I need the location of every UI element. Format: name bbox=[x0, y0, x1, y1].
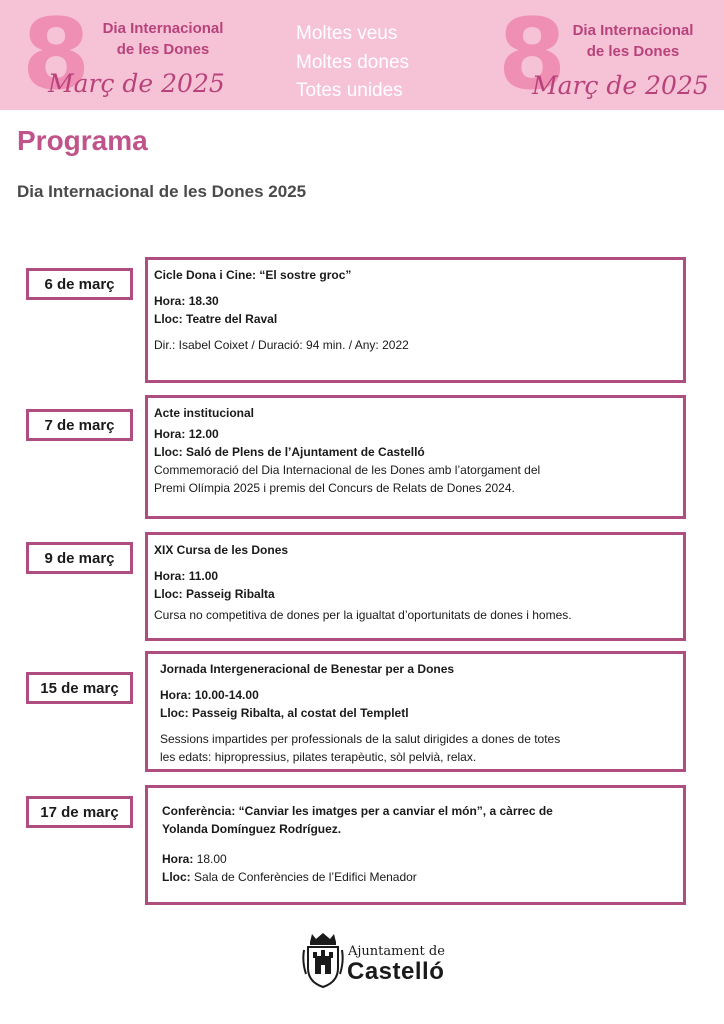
page-subtitle: Dia Internacional de les Dones 2025 bbox=[17, 182, 307, 201]
event-time-value: 12.00 bbox=[188, 427, 219, 441]
event-place-value: Saló de Plens de l’Ajuntament de Castelló bbox=[186, 445, 425, 459]
event-time bbox=[154, 425, 677, 443]
event-card bbox=[145, 257, 686, 383]
event-place bbox=[160, 704, 677, 722]
event-place-label: Lloc: bbox=[160, 706, 189, 720]
event-place bbox=[154, 585, 677, 603]
header-title-left bbox=[78, 18, 248, 60]
event-date-label: 9 de març bbox=[26, 542, 133, 574]
event-place-label: Lloc: bbox=[154, 312, 183, 326]
event-description-line: Sessions impartides per professionals de la salut dirigides a dones de totes bbox=[160, 732, 561, 746]
event-date-label: 6 de març bbox=[26, 268, 133, 300]
event-date-label: 17 de març bbox=[26, 796, 133, 828]
slogan-line: Moltes veus bbox=[296, 23, 398, 44]
event-card bbox=[145, 532, 686, 641]
header-title-right-line1: Dia Internacional bbox=[572, 22, 694, 39]
event-card bbox=[145, 395, 686, 519]
event-place bbox=[162, 868, 677, 886]
event-place-label: Lloc: bbox=[162, 870, 191, 884]
header-number-left: 8 bbox=[22, 0, 91, 112]
slogan-line: Moltes dones bbox=[296, 51, 410, 73]
event-card bbox=[145, 785, 686, 905]
event-date-label: 7 de març bbox=[26, 409, 133, 441]
event-time bbox=[154, 567, 677, 585]
event-time-label: Hora: bbox=[160, 688, 192, 702]
event-title: XIX Cursa de les Dones bbox=[154, 543, 289, 557]
header-title-right-line2: de les Dones bbox=[586, 43, 680, 60]
event-place-value: Passeig Ribalta bbox=[186, 587, 275, 601]
event-card bbox=[145, 651, 686, 772]
slogan-line: Totes unides bbox=[296, 80, 403, 101]
event-place-value: Sala de Conferències de l’Edifici Menador bbox=[194, 870, 417, 884]
event-description-line: Premi Olímpia 2025 i premis del Concurs de Relats de Dones 2024. bbox=[154, 481, 515, 495]
event-place bbox=[154, 310, 677, 328]
event-place-label: Lloc: bbox=[154, 445, 183, 459]
event-time-label: Hora: bbox=[154, 569, 186, 583]
header-script-right: Març de 2025 bbox=[532, 71, 709, 100]
event-place-value: Passeig Ribalta, al costat del Templetl bbox=[192, 706, 409, 720]
event-title: Acte institucional bbox=[154, 406, 255, 420]
event-description-line: Commemoració del Dia Internacional de les Dones amb l’atorgament del bbox=[154, 463, 541, 477]
footer-logo bbox=[302, 932, 445, 992]
header-title-left-line1: Dia Internacional bbox=[102, 20, 224, 37]
event-description-line: les edats: hipropressius, pilates terapèutic, sòl pelvià, relax. bbox=[160, 750, 477, 764]
logo-text-small: Ajuntament de bbox=[348, 944, 445, 959]
event-time-value: 18.00 bbox=[196, 852, 227, 866]
event-time-value: 18.30 bbox=[188, 294, 219, 308]
event-time-label: Hora: bbox=[154, 294, 186, 308]
event-title-line: Yolanda Domínguez Rodríguez. bbox=[162, 822, 342, 836]
event-time-label: Hora: bbox=[162, 852, 194, 866]
event-description: Cursa no competitiva de dones per la igualtat d’oportunitats de dones i homes. bbox=[154, 608, 572, 622]
event-title: Cicle Dona i Cine: “El sostre groc” bbox=[154, 268, 352, 282]
event-title-line: Conferència: “Canviar les imatges per a canviar el món”, a càrrec de bbox=[162, 804, 553, 818]
header-title-right bbox=[548, 20, 718, 62]
event-time bbox=[154, 292, 677, 310]
event-place-value: Teatre del Raval bbox=[186, 312, 278, 326]
event-time bbox=[160, 686, 677, 704]
event-title: Jornada Intergeneracional de Benestar per a Dones bbox=[160, 662, 455, 676]
event-time-value: 10.00-14.00 bbox=[194, 688, 259, 702]
castello-coat-of-arms-icon bbox=[302, 932, 344, 988]
header-script-left: Març de 2025 bbox=[48, 69, 225, 98]
event-date-label: 15 de març bbox=[26, 672, 133, 704]
event-time bbox=[162, 850, 677, 868]
event-time-label: Hora: bbox=[154, 427, 186, 441]
header-number-right: 8 bbox=[498, 0, 567, 112]
event-place-label: Lloc: bbox=[154, 587, 183, 601]
header-title-left-line2: de les Dones bbox=[116, 41, 210, 58]
page-title: Programa bbox=[17, 125, 148, 156]
header-banner bbox=[0, 0, 724, 110]
event-place bbox=[154, 443, 677, 461]
logo-text-big: Castelló bbox=[347, 958, 445, 985]
event-description: Dir.: Isabel Coixet / Duració: 94 min. / Any: 2022 bbox=[154, 338, 409, 352]
event-time-value: 11.00 bbox=[188, 569, 219, 583]
header-slogan bbox=[296, 20, 409, 106]
